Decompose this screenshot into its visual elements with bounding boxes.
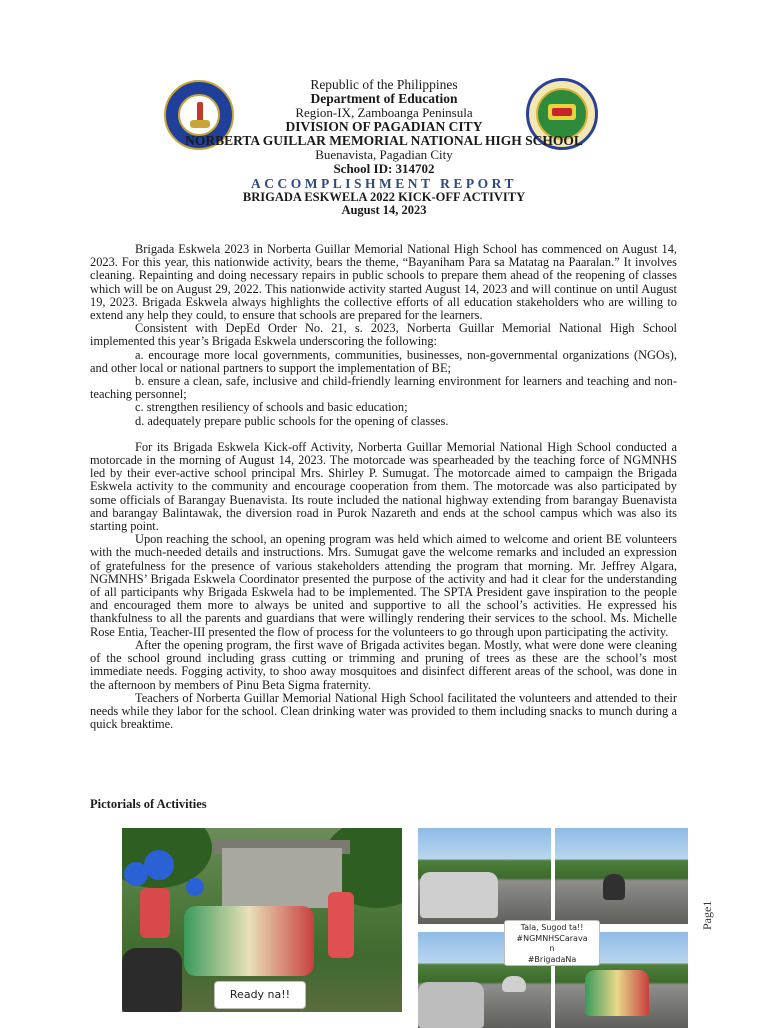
photo-grid-motorcade (418, 828, 689, 1024)
paragraph-3: For its Brigada Eskwela Kick-off Activity, Norberta Guillar Memorial National High School conducted a motorcade in the morning of August 14, 2023. The motorcade was spearheaded by the teaching force of NGMNHS led by their ever-active school principal Mrs. Shirley P. Sumugat. The motorcade aimed to campaign the Brigada Eskwela activity to the community and encourage cooperation from them. The motorcade was also participated by some officials of Barangay Buenavista. Its route included the national highway extending from barangay Buenavista and barangay Balintawak, the diversion road in Purok Nazareth and ends at the school campus which was also its starting point. (90, 439, 677, 534)
pictorials-heading: Pictorials of Activities (90, 797, 207, 811)
report-date: August 14, 2023 (341, 202, 427, 217)
paragraph-1: Brigada Eskwela 2023 in Norberta Guillar Memorial National High School has commenced on August 14, 2023. For this year, this nationwide activity, bears the theme, “Bayaniham Para sa Matatag na Paaralan.” It involves cleaning. Repainting and doing necessary repairs in public schools to prepare them ahead of the reopening of classes which will be on August 29, 2022. This nationwide activity started August 14, 2023 and will continue on until August 19, 2023. Brigada Eskwela always highlights the collective efforts of all education stakeholders who are willing to extend any help they could, to ensure that schools are prepared for the learners. (90, 242, 677, 323)
region-line: Region-IX, Zamboanga Peninsula (295, 105, 473, 121)
list-item-c: c. strengthen resiliency of schools and basic education; (135, 400, 408, 415)
paragraph-6: Teachers of Norberta Guillar Memorial National High School facilitated the volunteers and attended to their needs while they labor for the school. Clean drinking water was provided to them including snacks to munch during a quick breaktime. (90, 690, 677, 732)
report-body (90, 243, 677, 731)
caption-line-4: #BrigadaNa (527, 954, 577, 964)
republic-line: Republic of the Philippines (310, 77, 458, 92)
division-line: DIVISION OF PAGADIAN CITY (285, 118, 483, 134)
list-item-a: a. encourage more local governments, communities, businesses, non-governmental organizations (NGOs), and other local or national partners to support the implementation of BE; (90, 347, 677, 375)
list-item-d: d. adequately prepare public schools for the opening of classes. (135, 413, 449, 428)
caption-line-2: #NGMNHSCarava (516, 933, 588, 943)
list-item-b: b. ensure a clean, safe, inclusive and child-friendly learning environment for learners and teaching and non-teaching personnel; (90, 374, 677, 402)
photo-caption-ready: Ready na!! (214, 981, 306, 1009)
school-address: Buenavista, Pagadian City (315, 147, 453, 163)
caption-line-3: n (549, 944, 555, 953)
school-id: School ID: 314702 (333, 160, 435, 176)
paragraph-2: Consistent with DepEd Order No. 21, s. 2023, Norberta Guillar Memorial National High School implemented this year’s Brigada Eskwela underscoring the following: (90, 321, 677, 349)
page-number: Page1 (700, 900, 714, 930)
department-line: Department of Education (310, 91, 458, 107)
paragraph-4: Upon reaching the school, an opening program was held which aimed to welcome and orient BE volunteers with the much-needed details and instructions. Mrs. Sumugat gave the welcome remarks and included an expression of gratefulness for the presence of various stakeholders attending the program that morning. Mr. Jeffrey Algara, NGMNHS’ Brigada Eskwela Coordinator presented the purpose of the activity and had it clear for the understanding of all participants why Brigada Eskwela had to be implemented. The SPTA President gave inspiration to the people and encouraged them more to always be united and supportive to all the school’s activities. He expressed his thankfulness to all the parents and guardians that were willingly rendering their services to the school. Ms. Michelle Rose Entia, Teacher-III presented the flow of process for the volunteers to go through upon participating the activity. (90, 532, 677, 639)
activity-title: BRIGADA ESKWELA 2022 KICK-OFF ACTIVITY (242, 189, 526, 204)
caption-line-1: Tala, Sugod ta!! (520, 923, 584, 932)
school-name: NORBERTA GUILLAR MEMORIAL NATIONAL HIGH SCHOOL (185, 133, 583, 149)
report-title: ACCOMPLISHMENT REPORT (251, 175, 517, 191)
photo-motorcade-ready (122, 828, 402, 1012)
paragraph-5: After the opening program, the first wave of Brigada activites began. Mostly, what were done were cleaning of the school ground including grass cutting or trimming and pruning of trees as these are the school’s most immediate needs. Fogging activity, to shoo away mosquitoes and disinfect different areas of the school, was done in the afternoon by members of Pinu Beta Sigma fraternity. (90, 637, 677, 692)
document-header (0, 78, 768, 217)
photo-caption-motorcade (504, 920, 600, 966)
